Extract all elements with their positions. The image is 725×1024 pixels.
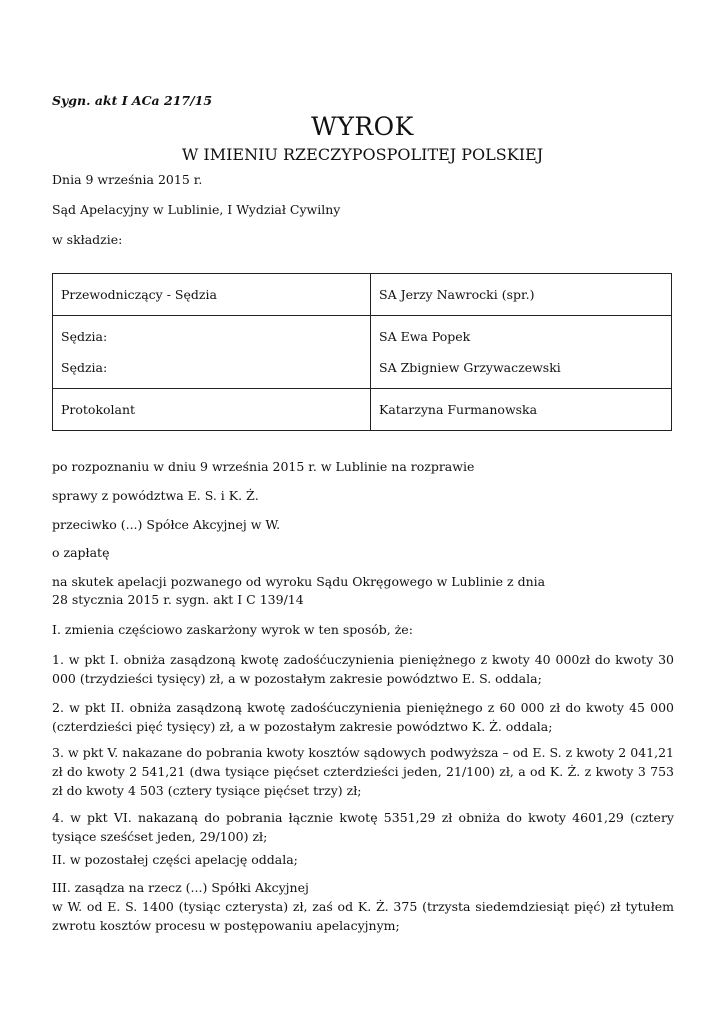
judgment-date: Dnia 9 września 2015 r. (52, 172, 203, 187)
judge-name: SA Zbigniew Grzywaczewski (379, 360, 561, 375)
court-name: Sąd Apelacyjny w Lublinie, I Wydział Cywilny (52, 202, 341, 217)
ruling-point-4: 4. w pkt VI. nakazaną do pobrania łącznie kwotę 5351,29 zł obniża do kwoty 4601,29 (cztery tysiące sześćset jeden, 29/100) zł; (52, 810, 674, 844)
ruling-point-3: 3. w pkt V. nakazane do pobrania kwoty kosztów sądowych podwyższa – od E. S. z kwoty 2 041,21 zł do kwoty 2 541,21 (dwa tysiące pięćset czterdzieści jeden, 21/100) zł, a od K. Ż. z kwoty 3 753 zł do kwoty 4 503 (cztery tysiące pięćset trzy) zł; (52, 745, 674, 798)
name-cell (371, 274, 672, 316)
role-label: Sędzia: (61, 360, 108, 375)
ruling-point-III-line-1: III. zasądza na rzecz (...) Spółki Akcyjnej (52, 880, 309, 895)
role-label: Przewodniczący - Sędzia (61, 287, 217, 302)
ruling-point-II: II. w pozostałej części apelację oddala; (52, 852, 298, 867)
name-cell (371, 316, 672, 389)
judge-name: SA Jerzy Nawrocki (spr.) (379, 287, 535, 302)
defendant: przeciwko (...) Spółce Akcyjnej w W. (52, 517, 281, 532)
clerk-name: Katarzyna Furmanowska (379, 402, 538, 417)
table-row (53, 274, 672, 316)
role-cell (53, 274, 371, 316)
document-title: WYROK (311, 112, 414, 141)
judge-name: SA Ewa Popek (379, 329, 471, 344)
ruling-point-1: 1. w pkt I. obniża zasądzoną kwotę zadośćuczynienia pieniężnego z kwoty 40 000zł do kwoty 30 000 (trzydzieści tysięcy) zł, a w pozostałym zakresie powództwo E. S. oddala; (52, 652, 674, 686)
appeal-line-1: na skutek apelacji pozwanego od wyroku Sądu Okręgowego w Lublinie z dnia (52, 574, 546, 589)
case-parties: sprawy z powództwa E. S. i K. Ż. (52, 488, 259, 503)
hearing-text: po rozpoznaniu w dniu 9 września 2015 r. w Lublinie na rozprawie (52, 459, 475, 474)
document-subtitle: W IMIENIU RZECZYPOSPOLITEJ POLSKIEJ (181, 145, 544, 164)
table-row (53, 389, 672, 431)
ruling-point-I: I. zmienia częściowo zaskarżony wyrok w ten sposób, że: (52, 622, 413, 637)
role-cell (53, 389, 371, 431)
appeal-line-2: 28 stycznia 2015 r. sygn. akt I C 139/14 (52, 592, 304, 607)
ruling-point-III-rest: w W. od E. S. 1400 (tysiąc czterysta) zł, zaś od K. Ż. 375 (trzysta siedemdziesiąt pięć) zł tytułem zwrotu kosztów procesu w postępowaniu apelacyjnym; (52, 899, 674, 933)
court-panel-table (52, 273, 672, 431)
table-row (53, 316, 672, 389)
role-label: Sędzia: (61, 329, 108, 344)
composition-label: w składzie: (52, 232, 123, 247)
role-label: Protokolant (61, 402, 136, 417)
name-cell (371, 389, 672, 431)
role-cell (53, 316, 371, 389)
case-subject: o zapłatę (52, 545, 110, 560)
ruling-point-2: 2. w pkt II. obniża zasądzoną kwotę zadośćuczynienia pieniężnego z 60 000 zł do kwoty 45 000 (czterdzieści pięć tysięcy) zł, a w pozostałym zakresie powództwo K. Ż. oddala; (52, 700, 674, 734)
case-signature: Sygn. akt I ACa 217/15 (52, 93, 213, 108)
